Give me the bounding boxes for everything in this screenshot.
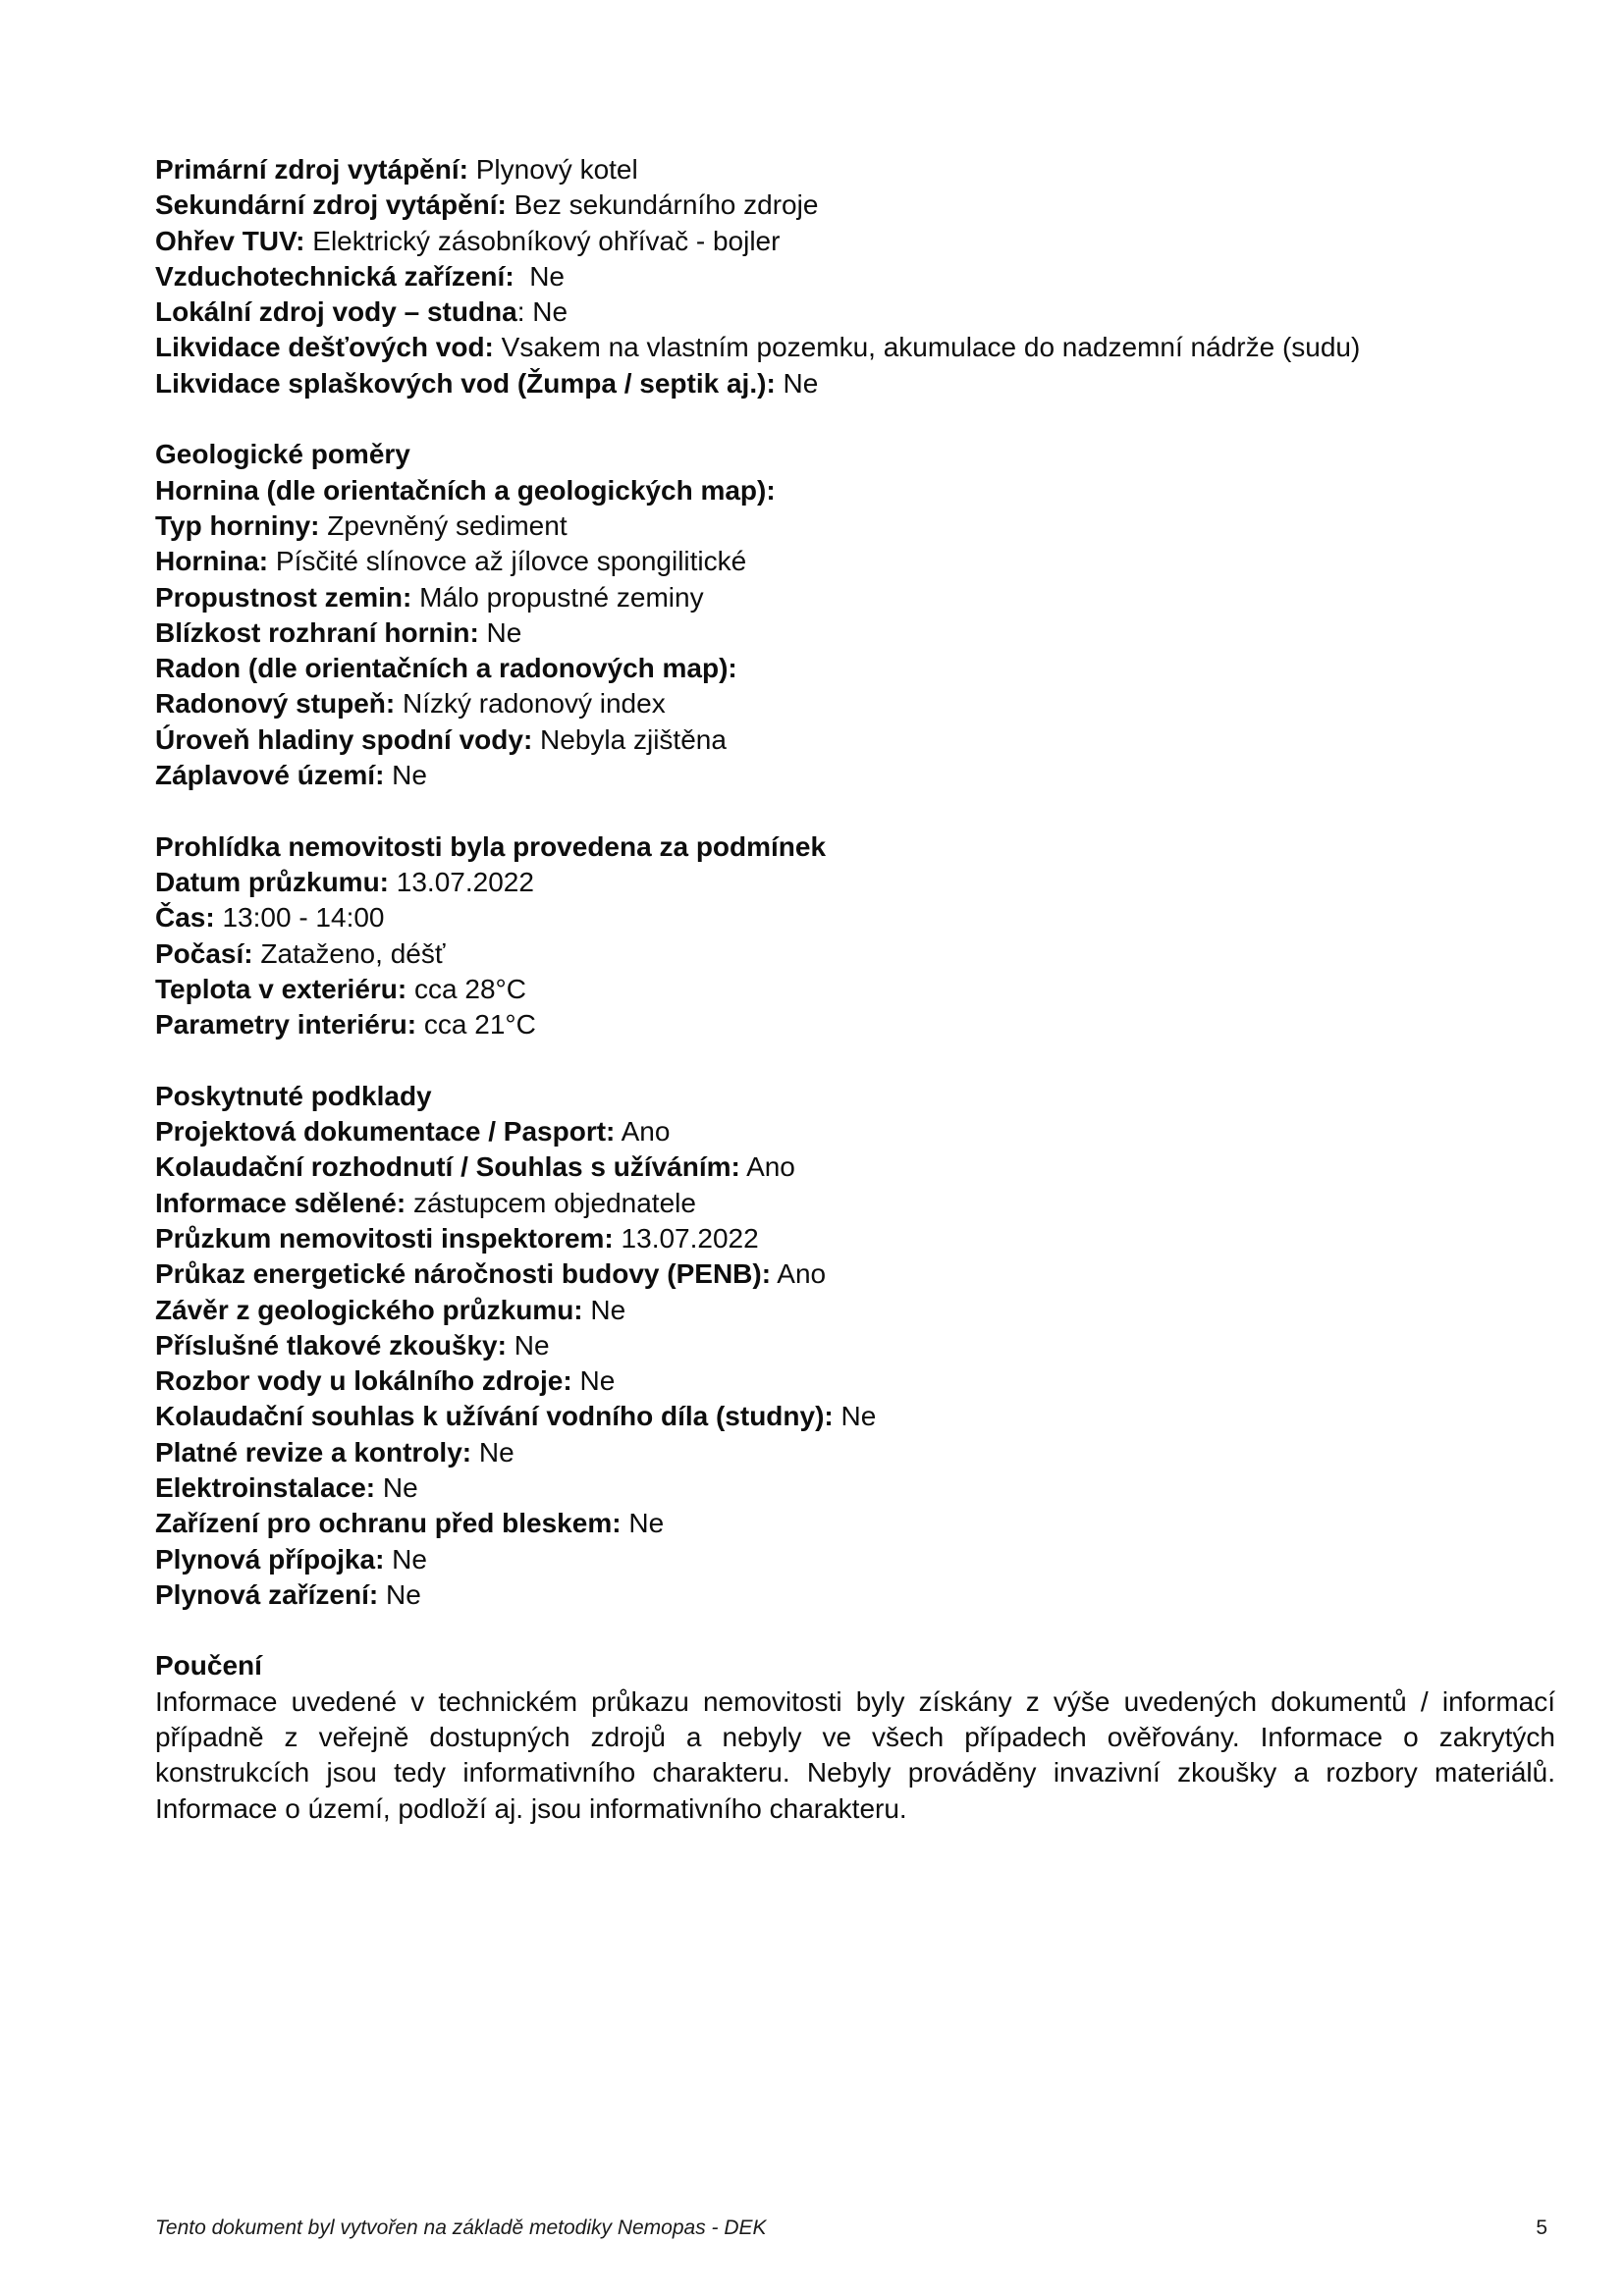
field-row-rainwater [155, 330, 1555, 365]
field-label: Hornina: [155, 546, 269, 577]
field-value: : Ne [516, 296, 568, 328]
field-value: Ano [739, 1151, 795, 1183]
spacer [155, 793, 1555, 828]
field-row-gas-equipment [155, 1577, 1555, 1613]
field-label: Blízkost rozhraní hornin: [155, 616, 479, 648]
notice-paragraph-line: Informace uvedené v technickém průkazu nemovitosti byly získány z výše uvedených dokumentů / informací [155, 1685, 1555, 1717]
field-row-radon-source [155, 651, 1555, 686]
field-value: Ne [833, 1401, 877, 1432]
field-label: Primární zdroj vytápění: [155, 154, 468, 185]
field-label: Plynová zařízení: [155, 1578, 379, 1610]
field-value: 13.07.2022 [389, 866, 534, 897]
field-label: Zařízení pro ochranu před bleskem: [155, 1508, 622, 1539]
field-label: Lokální zdroj vody – studna [155, 296, 517, 328]
field-row-occupancy-permit [155, 1149, 1555, 1185]
field-value: Elektrický zásobníkový ohřívač - bojler [304, 225, 781, 256]
field-label: Vzduchotechnická zařízení: [155, 260, 514, 292]
field-label: Záplavové území: [155, 760, 385, 791]
field-value: 13.07.2022 [613, 1222, 759, 1254]
field-value: Písčité slínovce až jílovce spongilitické [268, 546, 747, 577]
field-value: Ne [478, 616, 522, 648]
field-label: Příslušné tlakové zkoušky: [155, 1329, 507, 1361]
field-value: Ne [621, 1508, 665, 1539]
field-label: Propustnost zemin: [155, 581, 412, 613]
field-label: Datum průzkumu: [155, 866, 389, 897]
field-label: Kolaudační rozhodnutí / Souhlas s užíváním: [155, 1151, 740, 1183]
field-label: Kolaudační souhlas k užívání vodního díla (studny): [155, 1401, 834, 1432]
field-row-lightning-protection [155, 1506, 1555, 1541]
field-row-interior-parameters [155, 1007, 1555, 1042]
geology-section [155, 437, 1555, 793]
spacer [155, 401, 1555, 437]
field-row-exterior-temperature [155, 972, 1555, 1007]
section-heading-geology: Geologické poměry [155, 439, 410, 470]
section-heading-notice: Poučení [155, 1650, 262, 1682]
field-label: Projektová dokumentace / Pasport: [155, 1116, 616, 1148]
field-label: Počasí: [155, 937, 253, 969]
field-label: Rozbor vody u lokálního zdroje: [155, 1365, 572, 1397]
document-body [155, 152, 1555, 1827]
field-value: Nebyla zjištěna [532, 723, 727, 755]
heating-section [155, 152, 1555, 401]
field-row-ventilation [155, 259, 1555, 294]
field-row-sewage [155, 366, 1555, 401]
field-value: Ne [471, 1436, 514, 1468]
field-row-energy-certificate [155, 1256, 1555, 1292]
notice-section [155, 1648, 1555, 1826]
field-row-revisions [155, 1435, 1555, 1470]
field-row-water-analysis [155, 1363, 1555, 1399]
field-value: zástupcem objednatele [406, 1187, 696, 1218]
field-label: Závěr z geologického průzkumu: [155, 1294, 583, 1325]
field-row-radon-level [155, 686, 1555, 721]
field-row-geological-survey [155, 1293, 1555, 1328]
documents-section [155, 1079, 1555, 1613]
field-label: Likvidace dešťových vod: [155, 332, 494, 363]
field-value: Ne [378, 1578, 421, 1610]
field-row-groundwater [155, 722, 1555, 758]
notice-paragraph-line: případně z veřejně dostupných zdrojů a nebyly ve všech případech ověřovány. Informace o zakrytých [155, 1722, 1555, 1753]
field-row-information-provided [155, 1186, 1555, 1221]
field-label: Typ horniny: [155, 509, 320, 541]
page-number: 5 [1536, 2216, 1547, 2239]
field-label: Platné revize a kontroly: [155, 1436, 472, 1468]
field-row-secondary-heating [155, 187, 1555, 223]
field-row-rock-source [155, 473, 1555, 508]
spacer [155, 1042, 1555, 1078]
field-label: Ohřev TUV: [155, 225, 305, 256]
field-value: Ne [375, 1471, 418, 1503]
field-value: cca 28°C [406, 973, 526, 1004]
field-row-survey-date [155, 865, 1555, 900]
field-row-time [155, 900, 1555, 935]
field-value: Ne [514, 260, 565, 292]
field-row-soil-permeability [155, 580, 1555, 615]
field-label: Parametry interiéru: [155, 1009, 417, 1041]
field-label: Likvidace splaškových vod (Žumpa / septik aj.): [155, 367, 776, 399]
field-row-project-documentation [155, 1114, 1555, 1149]
field-label: Teplota v exteriéru: [155, 973, 407, 1004]
field-value: Ne [775, 367, 819, 399]
field-label: Úroveň hladiny spodní vody: [155, 723, 533, 755]
field-row-gas-connection [155, 1542, 1555, 1577]
field-value: Ano [771, 1258, 827, 1290]
field-row-well-permit [155, 1399, 1555, 1434]
field-row-rock [155, 544, 1555, 579]
field-value: Málo propustné zeminy [411, 581, 704, 613]
field-label: Čas: [155, 902, 215, 934]
field-row-rock-type [155, 508, 1555, 544]
field-value: Ano [615, 1116, 671, 1148]
field-row-rock-boundary [155, 615, 1555, 651]
footer-text: Tento dokument byl vytvořen na základě metodiky Nemopas - DEK [155, 2216, 767, 2239]
field-label: Informace sdělené: [155, 1187, 406, 1218]
field-label: Radon (dle orientačních a radonových map): [155, 653, 737, 684]
field-value: Ne [506, 1329, 550, 1361]
field-value: Plynový kotel [467, 154, 638, 185]
field-value: cca 21°C [416, 1009, 536, 1041]
field-row-primary-heating [155, 152, 1555, 187]
field-value: Bez sekundárního zdroje [506, 189, 819, 221]
section-heading-inspection: Prohlídka nemovitosti byla provedena za podmínek [155, 830, 827, 862]
field-label: Radonový stupeň: [155, 688, 396, 720]
field-value: Zataženo, déšť [252, 937, 446, 969]
field-label: Sekundární zdroj vytápění: [155, 189, 507, 221]
field-value: Vsakem na vlastním pozemku, akumulace do nadzemní nádrže (sudu) [493, 332, 1361, 363]
field-value: Ne [582, 1294, 626, 1325]
field-row-hot-water [155, 224, 1555, 259]
field-row-weather [155, 936, 1555, 972]
section-heading-documents: Poskytnuté podklady [155, 1080, 432, 1111]
field-label: Elektroinstalace: [155, 1471, 376, 1503]
field-value: Zpevněný sediment [319, 509, 568, 541]
spacer [155, 1613, 1555, 1648]
field-value: 13:00 - 14:00 [214, 902, 385, 934]
field-value: Ne [384, 760, 427, 791]
notice-paragraph-line: konstrukcích jsou tedy informativního charakteru. Nebyly prováděny invazivní zkoušky a rozbory materiálů. [155, 1757, 1555, 1789]
field-row-inspector-survey [155, 1221, 1555, 1256]
field-value: Ne [571, 1365, 616, 1397]
notice-paragraph-line: Informace o území, podloží aj. jsou informativního charakteru. [155, 1792, 907, 1824]
field-value: Nízký radonový index [395, 688, 666, 720]
inspection-section [155, 829, 1555, 1043]
field-row-local-water-source [155, 294, 1555, 330]
field-label: Průzkum nemovitosti inspektorem: [155, 1222, 614, 1254]
field-label: Průkaz energetické náročnosti budovy (PENB): [155, 1258, 772, 1290]
field-label: Plynová přípojka: [155, 1543, 385, 1575]
field-label: Hornina (dle orientačních a geologických map): [155, 474, 776, 506]
field-row-flood-zone [155, 758, 1555, 793]
field-row-electrical-installation [155, 1470, 1555, 1506]
field-value: Ne [384, 1543, 427, 1575]
field-row-pressure-tests [155, 1328, 1555, 1363]
